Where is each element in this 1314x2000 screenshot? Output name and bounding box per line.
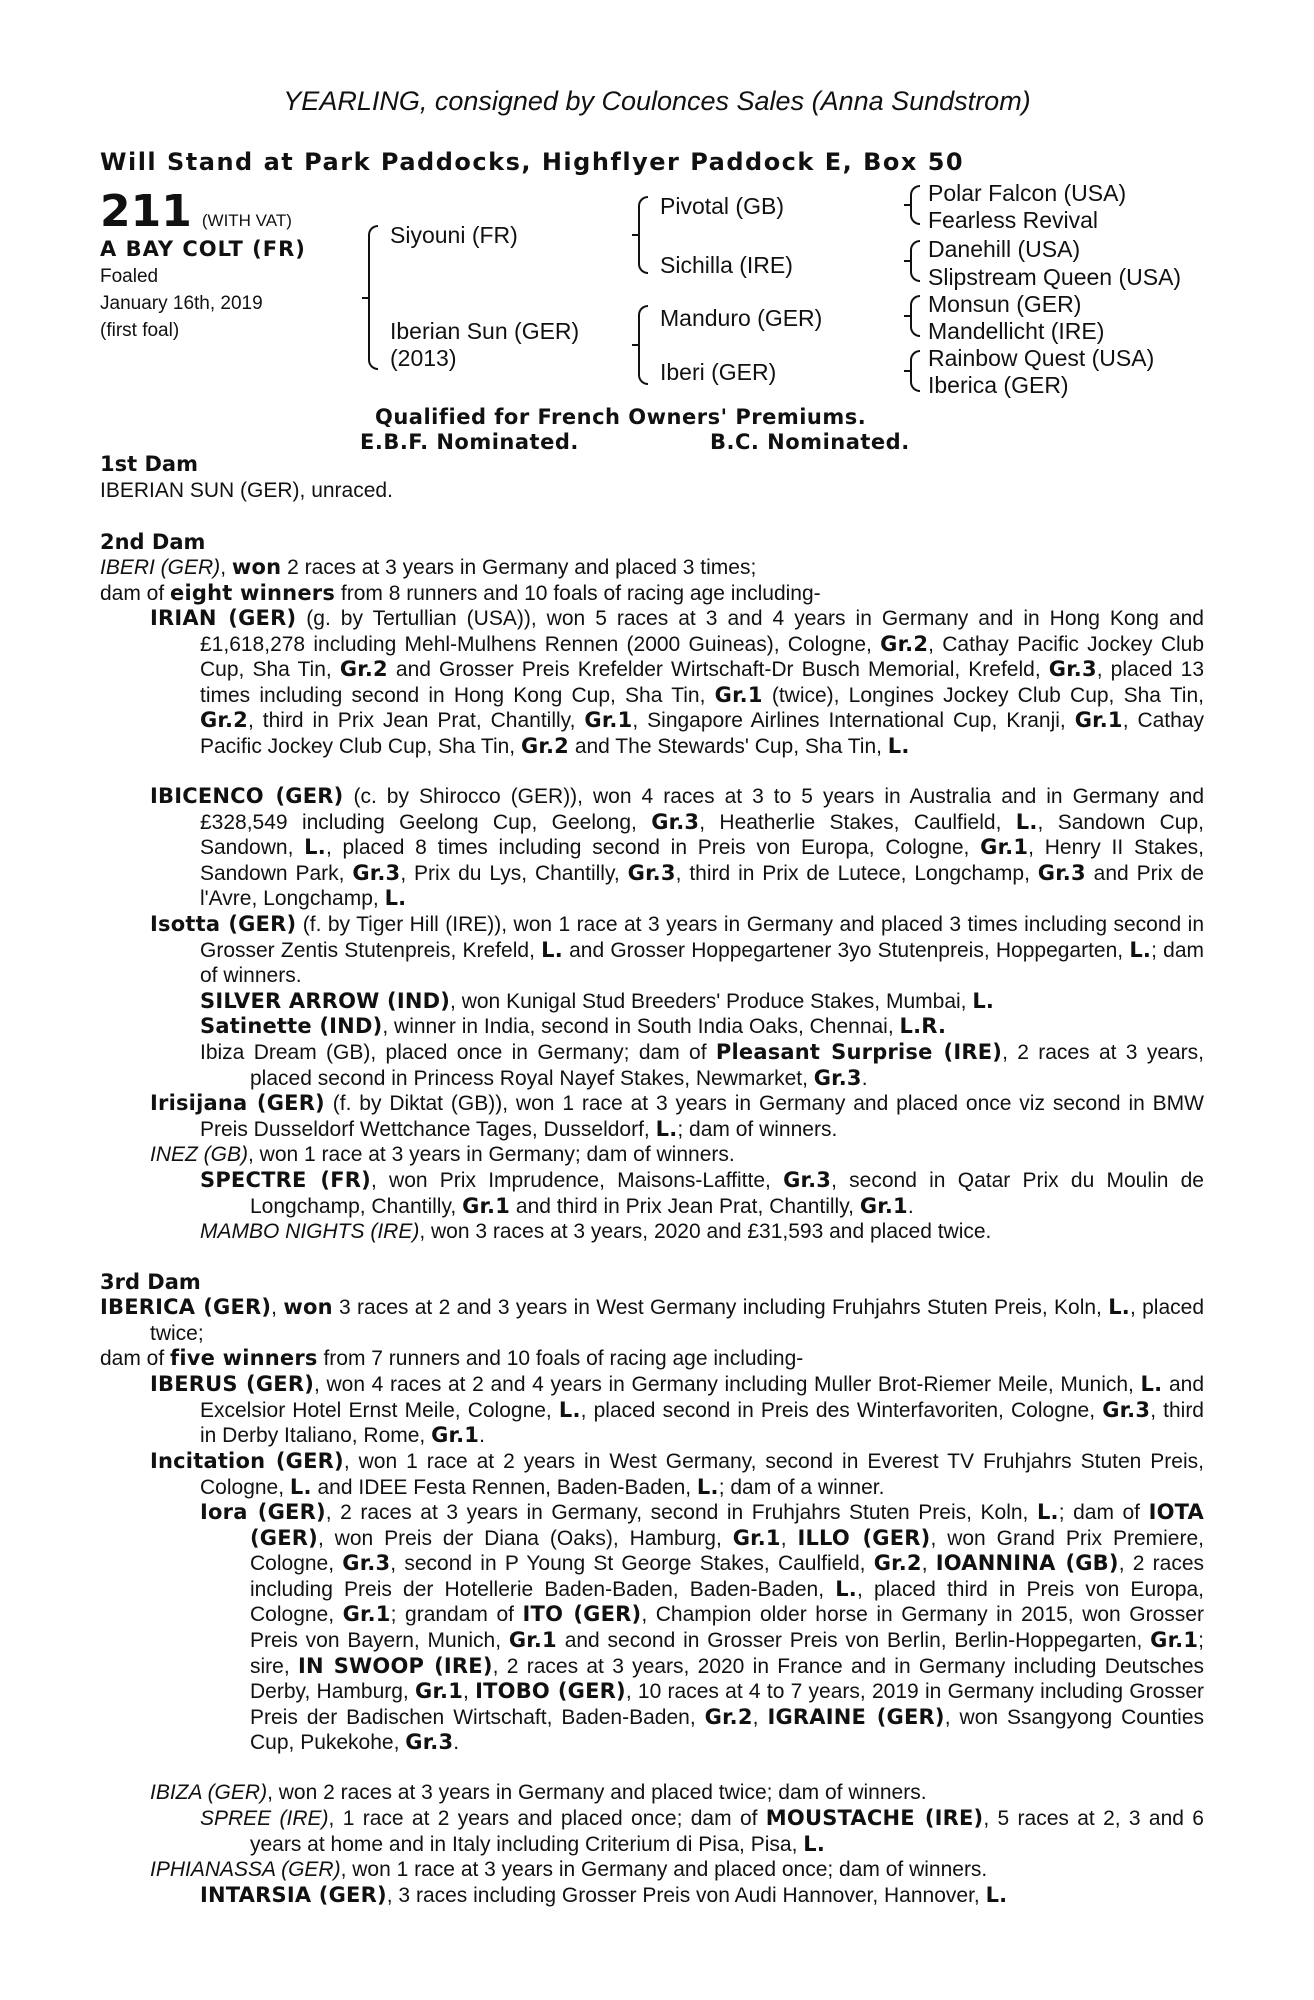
pedigree-brace-main-tick <box>362 297 368 299</box>
progeny-mambo-nights: MAMBO NIGHTS (IRE), won 3 races at 3 years, 2020 and £31,593 and placed twice. <box>200 1220 992 1243</box>
pedigree-brace-g2-tick <box>904 260 910 262</box>
foaled-label: Foaled <box>100 266 159 287</box>
ebf-note: E.B.F. Nominated. <box>360 430 579 454</box>
third-dam-intro: IBERICA (GER), won 3 races at 2 and 3 years in West Germany including Fruhjahrs Stuten Preis, Koln, L., placed twice; <box>100 1295 1205 1345</box>
pedigree-ggp-4: Slipstream Queen (USA) <box>928 264 1182 290</box>
pedigree-dam-sire: Manduro (GER) <box>660 305 823 331</box>
progeny-intarsia: INTARSIA (GER), 3 races including Grosser Preis von Audi Hannover, Hannover, L. <box>200 1883 1008 1907</box>
pedigree-brace-g1-tick <box>904 204 910 206</box>
progeny-ibiza-dream: Ibiza Dream (GB), placed once in Germany; dam of Pleasant Surprise (IRE), 2 races at 3 years, placed second in Princess Royal Nayef Stakes, Newmarket, Gr.3. <box>200 1040 1205 1090</box>
pedigree-brace-g4-tick <box>904 370 910 372</box>
pedigree-ggp-5: Monsun (GER) <box>928 291 1082 317</box>
pedigree-ggp-1: Polar Falcon (USA) <box>928 180 1127 206</box>
pedigree-ggp-7: Rainbow Quest (USA) <box>928 345 1155 371</box>
third-dam-title: 3rd Dam <box>100 1270 201 1294</box>
progeny-irisijana: Irisijana (GER) (f. by Diktat (GB)), won 1 race at 3 years in Germany and placed once viz second in BMW Preis Dusseldorf Wettchance Tages, Dusseldorf, L.; dam of winners. <box>150 1091 1204 1141</box>
pedigree-ggp-3: Danehill (USA) <box>928 236 1081 262</box>
bc-note: B.C. Nominated. <box>710 430 910 454</box>
second-dam-title: 2nd Dam <box>100 530 206 554</box>
pedigree-brace-g3 <box>910 295 920 337</box>
pedigree-sire-sire: Pivotal (GB) <box>660 193 784 219</box>
progeny-silver-arrow: SILVER ARROW (IND), won Kunigal Stud Breeders' Produce Stakes, Mumbai, L. <box>200 989 995 1013</box>
second-dam-intro: IBERI (GER), won 2 races at 3 years in Germany and placed 3 times; dam of eight winners from 8 runners and 10 foals of racing age including- <box>100 555 821 605</box>
pedigree-brace-dam-tick <box>632 344 638 346</box>
pedigree-dam: Iberian Sun (GER) <box>390 318 580 344</box>
progeny-incitation: Incitation (GER), won 1 race at 2 years in West Germany, second in Everest TV Fruhjahrs Stuten Preis, Cologne, L. and IDEE Festa Rennen, Baden-Baden, L.; dam of a winner. <box>150 1449 1204 1499</box>
progeny-isotta: Isotta (GER) (f. by Tiger Hill (IRE)), won 1 race at 3 years in Germany and placed 3 times including second in Grosser Zentis Stutenpreis, Krefeld, L. and Grosser Hoppegartener 3yo Stutenpreis, Hoppegarten, L.; dam of winners. <box>150 912 1205 988</box>
progeny-satinette: Satinette (IND), winner in India, second in South India Oaks, Chennai, L.R. <box>200 1014 947 1038</box>
pedigree-brace-g3-tick <box>904 315 910 317</box>
pedigree-brace-dam <box>638 305 648 385</box>
progeny-iberus: IBERUS (GER), won 4 races at 2 and 4 years in Germany including Muller Brot-Riemer Meile, Munich, L. and Excelsior Hotel Ernst Meile, Cologne, L., placed second in Preis des Winterfavoriten, Cologne, Gr.3, third in Derby Italiano, Rome, Gr.1. <box>150 1372 1204 1448</box>
third-dam-produce-line: dam of five winners from 7 runners and 10 foals of racing age including- <box>100 1346 804 1370</box>
progeny-spectre: SPECTRE (FR), won Prix Imprudence, Maisons-Laffitte, Gr.3, second in Qatar Prix du Moulin de Longchamp, Chantilly, Gr.1 and third in Prix Jean Prat, Chantilly, Gr.1. <box>200 1168 1204 1218</box>
first-dam-text: IBERIAN SUN (GER), unraced. <box>100 479 393 502</box>
foal-note: (first foal) <box>100 320 180 341</box>
premiums-note: Qualified for French Owners' Premiums. <box>375 405 867 429</box>
pedigree-ggp-8: Iberica (GER) <box>928 372 1069 398</box>
pedigree-sire-dam: Sichilla (IRE) <box>660 252 793 278</box>
progeny-inez: INEZ (GB), won 1 race at 3 years in Germany; dam of winners. <box>150 1143 735 1166</box>
lot-name: A BAY COLT (FR) <box>100 237 306 261</box>
progeny-iora: Iora (GER), 2 races at 3 years in Germany, second in Fruhjahrs Stuten Preis, Koln, L.; dam of IOTA (GER), won Preis der Diana (Oaks), Hamburg, Gr.1, ILLO (GER), won Grand Prix Premiere, Cologne, Gr.3, second in P Young St George Stakes, Caulfield, Gr.2, IOANNINA (GB), 2 races including Preis der Hotellerie Baden-Baden, Baden-Baden, L., placed third in Preis von Europa, Cologne, Gr.1; grandam of ITO (GER), Champion older horse in Germany in 2015, won Grosser Preis von Bayern, Munich, Gr.1 and second in Grosser Preis von Berlin, Berlin-Hoppegarten, Gr.1; sire, IN SWOOP (IRE), 2 races at 3 years, 2020 in France and in Germany including Deutsches Derby, Hamburg, Gr.1, ITOBO (GER), 10 races at 4 to 7 years, 2019 in Germany including Grosser Preis der Badischen Wirtschaft, Baden-Baden, Gr.2, IGRAINE (GER), won Ssangyong Counties Cup, Pukekohe, Gr.3. <box>200 1500 1205 1755</box>
progeny-ibicenco: IBICENCO (GER) (c. by Shirocco (GER)), won 4 races at 3 to 5 years in Australia and in Germany and £328,549 including Geelong Cup, Geelong, Gr.3, Heatherlie Stakes, Caulfield, L., Sandown Cup, Sandown, L., placed 8 times including second in Preis von Europa, Cologne, Gr.1, Henry II Stakes, Sandown Park, Gr.3, Prix du Lys, Chantilly, Gr.3, third in Prix de Lutece, Longchamp, Gr.3 and Prix de l'Avre, Longchamp, L. <box>150 784 1204 911</box>
pedigree-ggp-6: Mandellicht (IRE) <box>928 318 1105 344</box>
sale-heading: YEARLING, consigned by Coulonces Sales (Anna Sundstrom) <box>283 86 1031 116</box>
venue-line: Will Stand at Park Paddocks, Highflyer Paddock E, Box 50 <box>100 148 965 176</box>
pedigree-ggp-2: Fearless Revival <box>928 207 1098 233</box>
pedigree-brace-sire <box>638 196 648 274</box>
progeny-ibiza: IBIZA (GER), won 2 races at 3 years in Germany and placed twice; dam of winners. <box>150 1781 927 1804</box>
pedigree-sire: Siyouni (FR) <box>390 222 518 248</box>
lot-block <box>100 188 306 344</box>
pedigree-dam-year: (2013) <box>390 345 457 371</box>
first-dam-title: 1st Dam <box>100 452 198 476</box>
pedigree-brace-g2 <box>910 240 920 282</box>
pedigree-dam-dam: Iberi (GER) <box>660 359 777 385</box>
vat-note: (WITH VAT) <box>201 211 292 230</box>
progeny-irian: IRIAN (GER) (g. by Tertullian (USA)), won 5 races at 3 and 4 years in Germany and in Hong Kong and £1,618,278 including Mehl-Mulhens Rennen (2000 Guineas), Cologne, Gr.2, Cathay Pacific Jockey Club Cup, Sha Tin, Gr.2 and Grosser Preis Krefelder Wirtschaft-Dr Busch Memorial, Krefeld, Gr.3, placed 13 times including second in Hong Kong Cup, Sha Tin, Gr.1 (twice), Longines Jockey Club Cup, Sha Tin, Gr.2, third in Prix Jean Prat, Chantilly, Gr.1, Singapore Airlines International Cup, Kranji, Gr.1, Cathay Pacific Jockey Club Cup, Sha Tin, Gr.2 and The Stewards' Cup, Sha Tin, L. <box>150 606 1205 758</box>
pedigree-brace-main <box>368 225 378 370</box>
progeny-iphianassa: IPHIANASSA (GER), won 1 race at 3 years in Germany and placed once; dam of winners. <box>150 1858 988 1881</box>
pedigree-brace-g1 <box>910 185 920 225</box>
lot-number: 211 <box>100 186 192 237</box>
pedigree-brace-sire-tick <box>632 234 638 236</box>
progeny-spree: SPREE (IRE), 1 race at 2 years and placed once; dam of MOUSTACHE (IRE), 5 races at 2, 3 and 6 years at home and in Italy including Criterium di Pisa, Pisa, L. <box>200 1806 1204 1856</box>
foaled-date: January 16th, 2019 <box>100 293 263 314</box>
pedigree-brace-g4 <box>910 350 920 392</box>
